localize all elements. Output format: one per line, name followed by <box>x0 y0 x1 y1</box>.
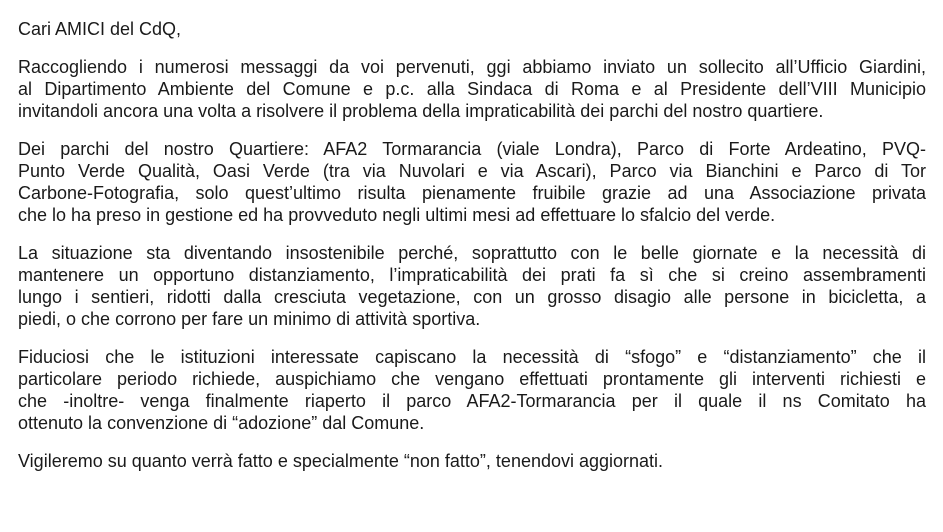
paragraph-line: mantenere un opportuno distanziamento, l’impraticabilità dei prati fa sì che si creino assembramenti <box>18 265 926 285</box>
paragraph-request <box>18 56 926 122</box>
paragraph-parks <box>18 138 926 226</box>
paragraph-line: particolare periodo richiede, auspichiamo che vengano effettuati prontamente gli interventi richiesti e <box>18 369 926 389</box>
paragraph-line: che -inoltre- venga finalmente riaperto il parco AFA2-Tormarancia per il quale il ns Comitato ha <box>18 391 926 411</box>
paragraph-hope <box>18 346 926 434</box>
paragraph-line: al Dipartimento Ambiente del Comune e p.c. alla Sindaca di Roma e al Presidente dell’VIII Municipio <box>18 79 926 99</box>
paragraph-line: La situazione sta diventando insostenibile perché, soprattutto con le belle giornate e la necessità di <box>18 243 926 263</box>
letter-greeting: Cari AMICI del CdQ, <box>18 19 182 39</box>
letter-document <box>18 18 926 472</box>
paragraph-line: Carbone-Fotografia, solo quest’ultimo risulta pienamente fruibile grazie ad una Associazione privata <box>18 183 926 203</box>
paragraph-line: piedi, o che corrono per fare un minimo di attività sportiva. <box>18 309 481 329</box>
paragraph-line: Fiduciosi che le istituzioni interessate capiscano la necessità di “sfogo” e “distanziamento” che il <box>18 347 926 367</box>
letter-closing: Vigileremo su quanto verrà fatto e specialmente “non fatto”, tenendovi aggiornati. <box>18 451 664 471</box>
paragraph-situation <box>18 242 926 330</box>
paragraph-line: lungo i sentieri, ridotti dalla cresciuta vegetazione, con un grosso disagio alle persone in bicicletta, a <box>18 287 926 307</box>
paragraph-line: Raccogliendo i numerosi messaggi da voi pervenuti, ggi abbiamo inviato un sollecito all’Ufficio Giardini, <box>18 57 926 77</box>
paragraph-line: invitandoli ancora una volta a risolvere il problema della impraticabilità dei parchi del nostro quartiere. <box>18 101 824 121</box>
paragraph-line: Dei parchi del nostro Quartiere: AFA2 Tormarancia (viale Londra), Parco di Forte Ardeatino, PVQ- <box>18 139 926 159</box>
paragraph-line: che lo ha preso in gestione ed ha provveduto negli ultimi mesi ad effettuare lo sfalcio del verde. <box>18 205 776 225</box>
paragraph-line: Punto Verde Qualità, Oasi Verde (tra via Nuvolari e via Ascari), Parco via Bianchini e Parco di Tor <box>18 161 926 181</box>
paragraph-line: ottenuto la convenzione di “adozione” dal Comune. <box>18 413 425 433</box>
